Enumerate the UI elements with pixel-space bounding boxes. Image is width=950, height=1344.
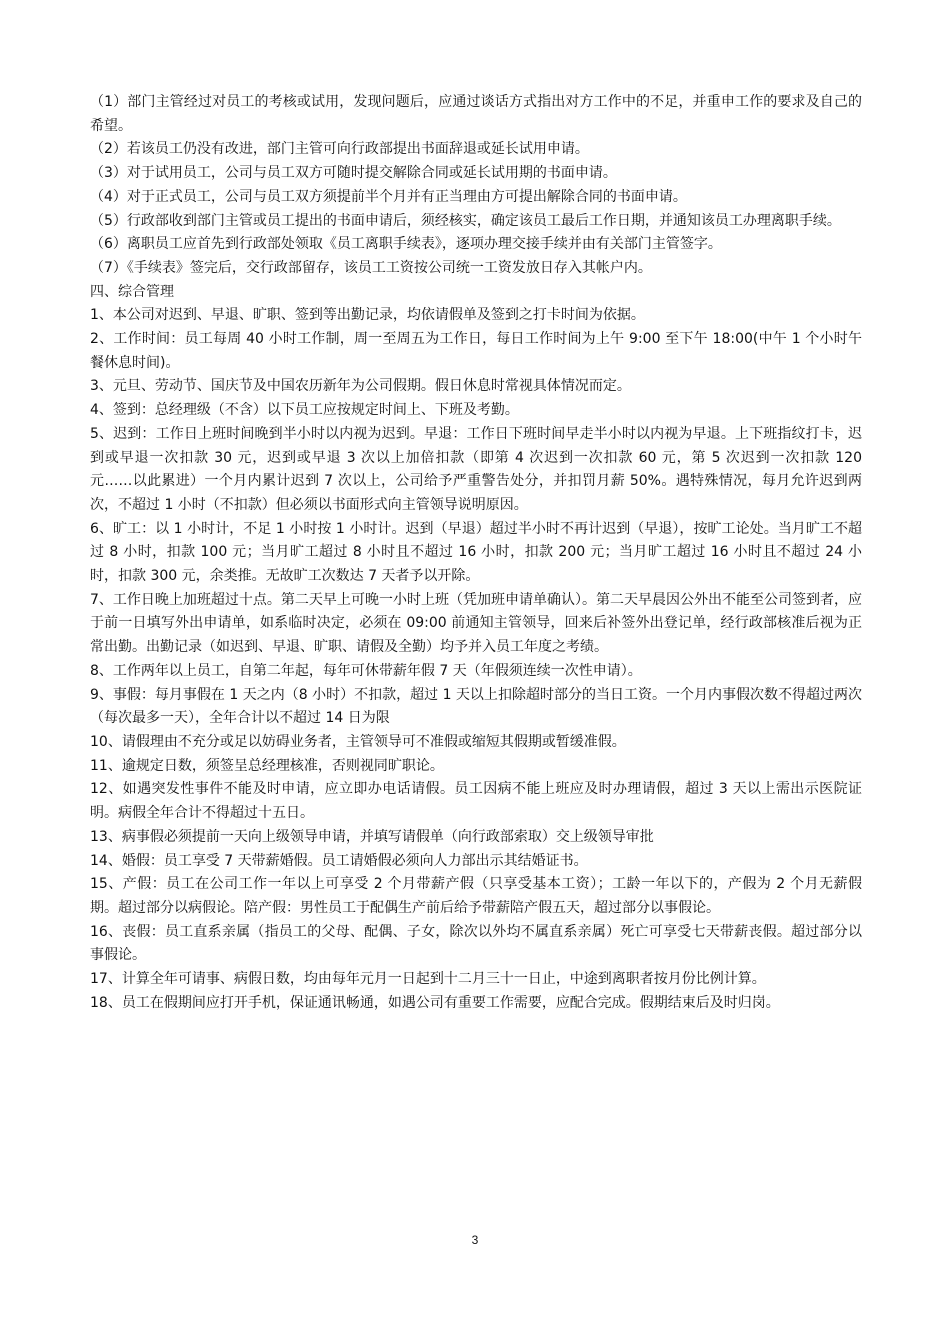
paragraph: 10、请假理由不充分或足以妨碍业务者，主管领导可不准假或缩短其假期或暂缓准假。 (90, 733, 626, 750)
paragraph: （6）离职员工应首先到行政部处领取《员工离职手续表》，逐项办理交接手续并由有关部门主管签字。 (90, 236, 722, 253)
paragraph: 17、计算全年可请事、病假日数，均由每年元月一日起到十二月三十一日止，中途到离职者按月份比例计算。 (90, 971, 766, 988)
document-body (90, 91, 862, 1015)
paragraph: （3）对于试用员工，公司与员工双方可随时提交解除合同或延长试用期的书面申请。 (90, 165, 617, 182)
paragraph: 6、旷工：以 1 小时计，不足 1 小时按 1 小时计。迟到（早退）超过半小时不再计迟到（早退），按旷工论处。当月旷工不超过 8 小时，扣款 100 元；当月旷工超过 8 小时且不超过 16 小时，扣款 200 元；当月旷工超过 16 小时且不超过 24 小时，扣款 300 元，余类推。无故旷工次数达 7 天者予以开除。 (90, 520, 862, 585)
paragraph: 1、本公司对迟到、早退、旷职、签到等出勤记录，均依请假单及签到之打卡时间为依据。 (90, 307, 645, 324)
paragraph: 9、事假：每月事假在 1 天之内（8 小时）不扣款，超过 1 天以上扣除超时部分的当日工资。一个月内事假次数不得超过两次（每次最多一天），全年合计以不超过 14 日为限 (90, 686, 862, 727)
paragraph: （1）部门主管经过对员工的考核或试用，发现问题后，应通过谈话方式指出对方工作中的不足，并重申工作的要求及自己的希望。 (90, 94, 862, 134)
paragraph: 5、迟到：工作日上班时间晚到半小时以内视为迟到。早退：工作日下班时间早走半小时以内视为早退。上下班指纹打卡，迟到或早退一次扣款 30 元，迟到或早退 3 次以上加倍扣款（即第 4 次迟到一次扣款 60 元，第 5 次迟到一次扣款 120 元……以此累进）一个月内累计迟到 7 次以上，公司给予严重警告处分，并扣罚月薪 50%。遇特殊情况，每月允许迟到两次，不超过 1 小时（不扣款）但必须以书面形式向主管领导说明原因。 (90, 425, 862, 513)
paragraph: 18、员工在假期间应打开手机，保证通讯畅通，如遇公司有重要工作需要，应配合完成。假期结束后及时归岗。 (90, 994, 780, 1011)
paragraph: 3、元旦、劳动节、国庆节及中国农历新年为公司假期。假日休息时常视具体情况而定。 (90, 378, 631, 395)
page-number: 3 (471, 1233, 479, 1247)
paragraph: 12、如遇突发性事件不能及时申请，应立即办电话请假。员工因病不能上班应及时办理请假，超过 3 天以上需出示医院证明。病假全年合计不得超过十五日。 (90, 781, 862, 822)
paragraph: 2、工作时间：员工每周 40 小时工作制，周一至周五为工作日，每日工作时间为上午 9:00 至下午 18:00(中午 1 个小时午餐休息时间)。 (90, 331, 862, 371)
paragraph: 7、工作日晚上加班超过十点。第二天早上可晚一小时上班（凭加班申请单确认）。第二天早晨因公外出不能至公司签到者，应于前一日填写外出申请单，如系临时决定，必须在 09:00 前通知主管领导，回来后补签外出登记单，经行政部核准后视为正常出勤。出勤记录（如迟到、早退、旷职、请假及全勤）均予并入员工年度之考绩。 (90, 591, 862, 656)
paragraph: 11、逾规定日数，须签呈总经理核准，否则视同旷职论。 (90, 757, 444, 774)
paragraph: 16、丧假：员工直系亲属（指员工的父母、配偶、子女，除次以外均不属直系亲属）死亡可享受七天带薪丧假。超过部分以事假论。 (90, 923, 862, 964)
paragraph: 15、产假：员工在公司工作一年以上可享受 2 个月带薪产假（只享受基本工资）；工龄一年以下的，产假为 2 个月无薪假期。超过部分以病假论。陪产假：男性员工于配偶生产前后给予带薪陪产假五天，超过部分以事假论。 (90, 876, 862, 916)
paragraph: 13、病事假必须提前一天向上级领导申请，并填写请假单（向行政部索取）交上级领导审批 (90, 828, 654, 845)
paragraph: （7）《手续表》签完后，交行政部留存，该员工工资按公司统一工资发放日存入其帐户内。 (90, 259, 652, 276)
paragraph: 8、工作两年以上员工，自第二年起，每年可休带薪年假 7 天（年假须连续一次性申请）。 (90, 662, 642, 679)
paragraph: （5）行政部收到部门主管或员工提出的书面申请后，须经核实，确定该员工最后工作日期，并通知该员工办理离职手续。 (90, 212, 841, 229)
paragraph: 4、签到：总经理级（不含）以下员工应按规定时间上、下班及考勤。 (90, 402, 519, 419)
paragraph: （2）若该员工仍没有改进，部门主管可向行政部提出书面辞退或延长试用申请。 (90, 141, 589, 158)
paragraph: 14、婚假：员工享受 7 天带薪婚假。员工请婚假必须向人力部出示其结婚证书。 (90, 852, 588, 869)
paragraph: （4）对于正式员工，公司与员工双方须提前半个月并有正当理由方可提出解除合同的书面申请。 (90, 188, 687, 205)
section-heading: 四、综合管理 (90, 283, 174, 300)
